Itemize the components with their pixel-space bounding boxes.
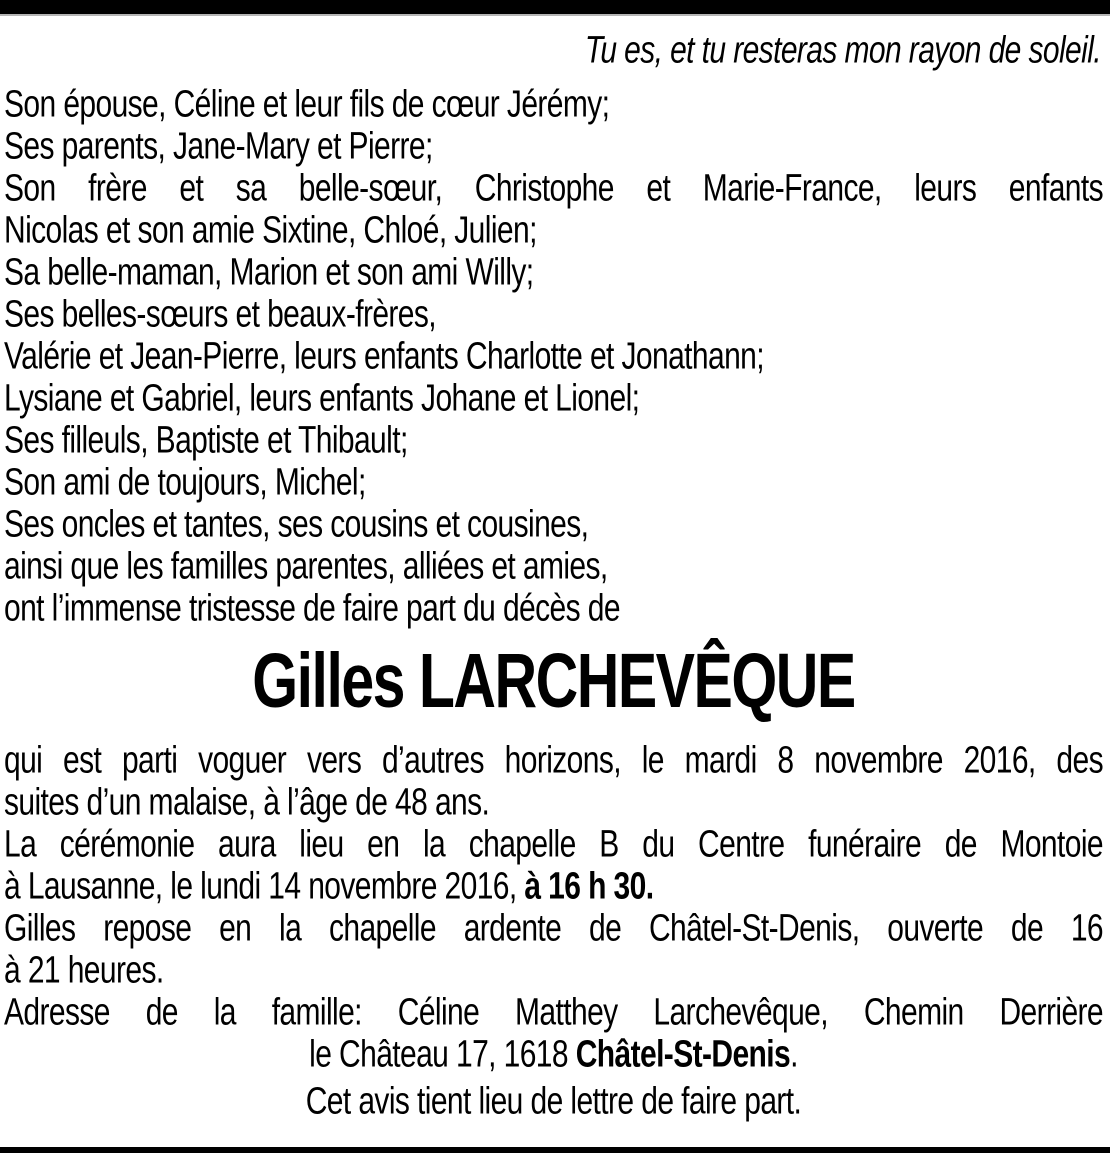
family-line: ainsi que les familles parentes, alliées et amies,	[4, 545, 608, 588]
family-line: Son ami de toujours, Michel;	[4, 461, 366, 504]
closing-line: Cet avis tient lieu de lettre de faire part.	[305, 1080, 802, 1123]
address-line	[4, 1029, 1103, 1082]
top-rule	[0, 14, 1110, 16]
announcement-body	[4, 740, 1103, 1123]
family-line: Ses filleuls, Baptiste et Thibault;	[4, 419, 408, 462]
memorial-quote: Tu es, et tu resteras mon rayon de soleil.	[584, 29, 1101, 72]
address-prefix: le Château 17, 1618	[309, 1033, 576, 1076]
notice-content	[0, 30, 1110, 1123]
repose-line: à 21 heures.	[4, 949, 164, 992]
family-line: Ses parents, Jane-Mary et Pierre;	[4, 125, 433, 168]
death-announcement-line: suites d’un malaise, à l’âge de 48 ans.	[4, 781, 490, 824]
family-line: Son frère et sa belle-sœur, Christophe et Marie-France, leurs enfants	[4, 167, 1103, 210]
address-town: Châtel-St-Denis	[575, 1033, 791, 1076]
address-line: Adresse de la famille: Céline Matthey Larchevêque, Chemin Derrière	[4, 991, 1103, 1034]
ceremony-time-prefix: à Lausanne, le lundi 14 novembre 2016,	[4, 865, 525, 908]
family-line: Son épouse, Céline et leur fils de cœur Jérémy;	[4, 83, 610, 126]
family-line: Nicolas et son amie Sixtine, Chloé, Julien;	[4, 209, 537, 252]
family-lines	[4, 84, 1103, 630]
family-line: Valérie et Jean-Pierre, leurs enfants Charlotte et Jonathann;	[4, 335, 764, 378]
address-suffix: .	[790, 1033, 798, 1076]
family-line: ont l’immense tristesse de faire part du décès de	[4, 587, 620, 630]
family-line: Sa belle-maman, Marion et son ami Willy;	[4, 251, 534, 294]
death-announcement-line: qui est parti voguer vers d’autres horizons, le mardi 8 novembre 2016, des	[4, 739, 1103, 782]
deceased-name: Gilles LARCHEVÊQUE	[252, 638, 855, 724]
family-line: Ses belles-sœurs et beaux-frères,	[4, 293, 437, 336]
repose-line: Gilles repose en la chapelle ardente de Châtel-St-Denis, ouverte de 16	[4, 907, 1103, 950]
top-border-bar	[0, 0, 1110, 14]
ceremony-time: à 16 h 30.	[524, 865, 654, 908]
bottom-border-bar	[0, 1147, 1110, 1153]
ceremony-line: La cérémonie aura lieu en la chapelle B du Centre funéraire de Montoie	[4, 823, 1103, 866]
family-line: Ses oncles et tantes, ses cousins et cousines,	[4, 503, 589, 546]
family-line: Lysiane et Gabriel, leurs enfants Johane et Lionel;	[4, 377, 640, 420]
